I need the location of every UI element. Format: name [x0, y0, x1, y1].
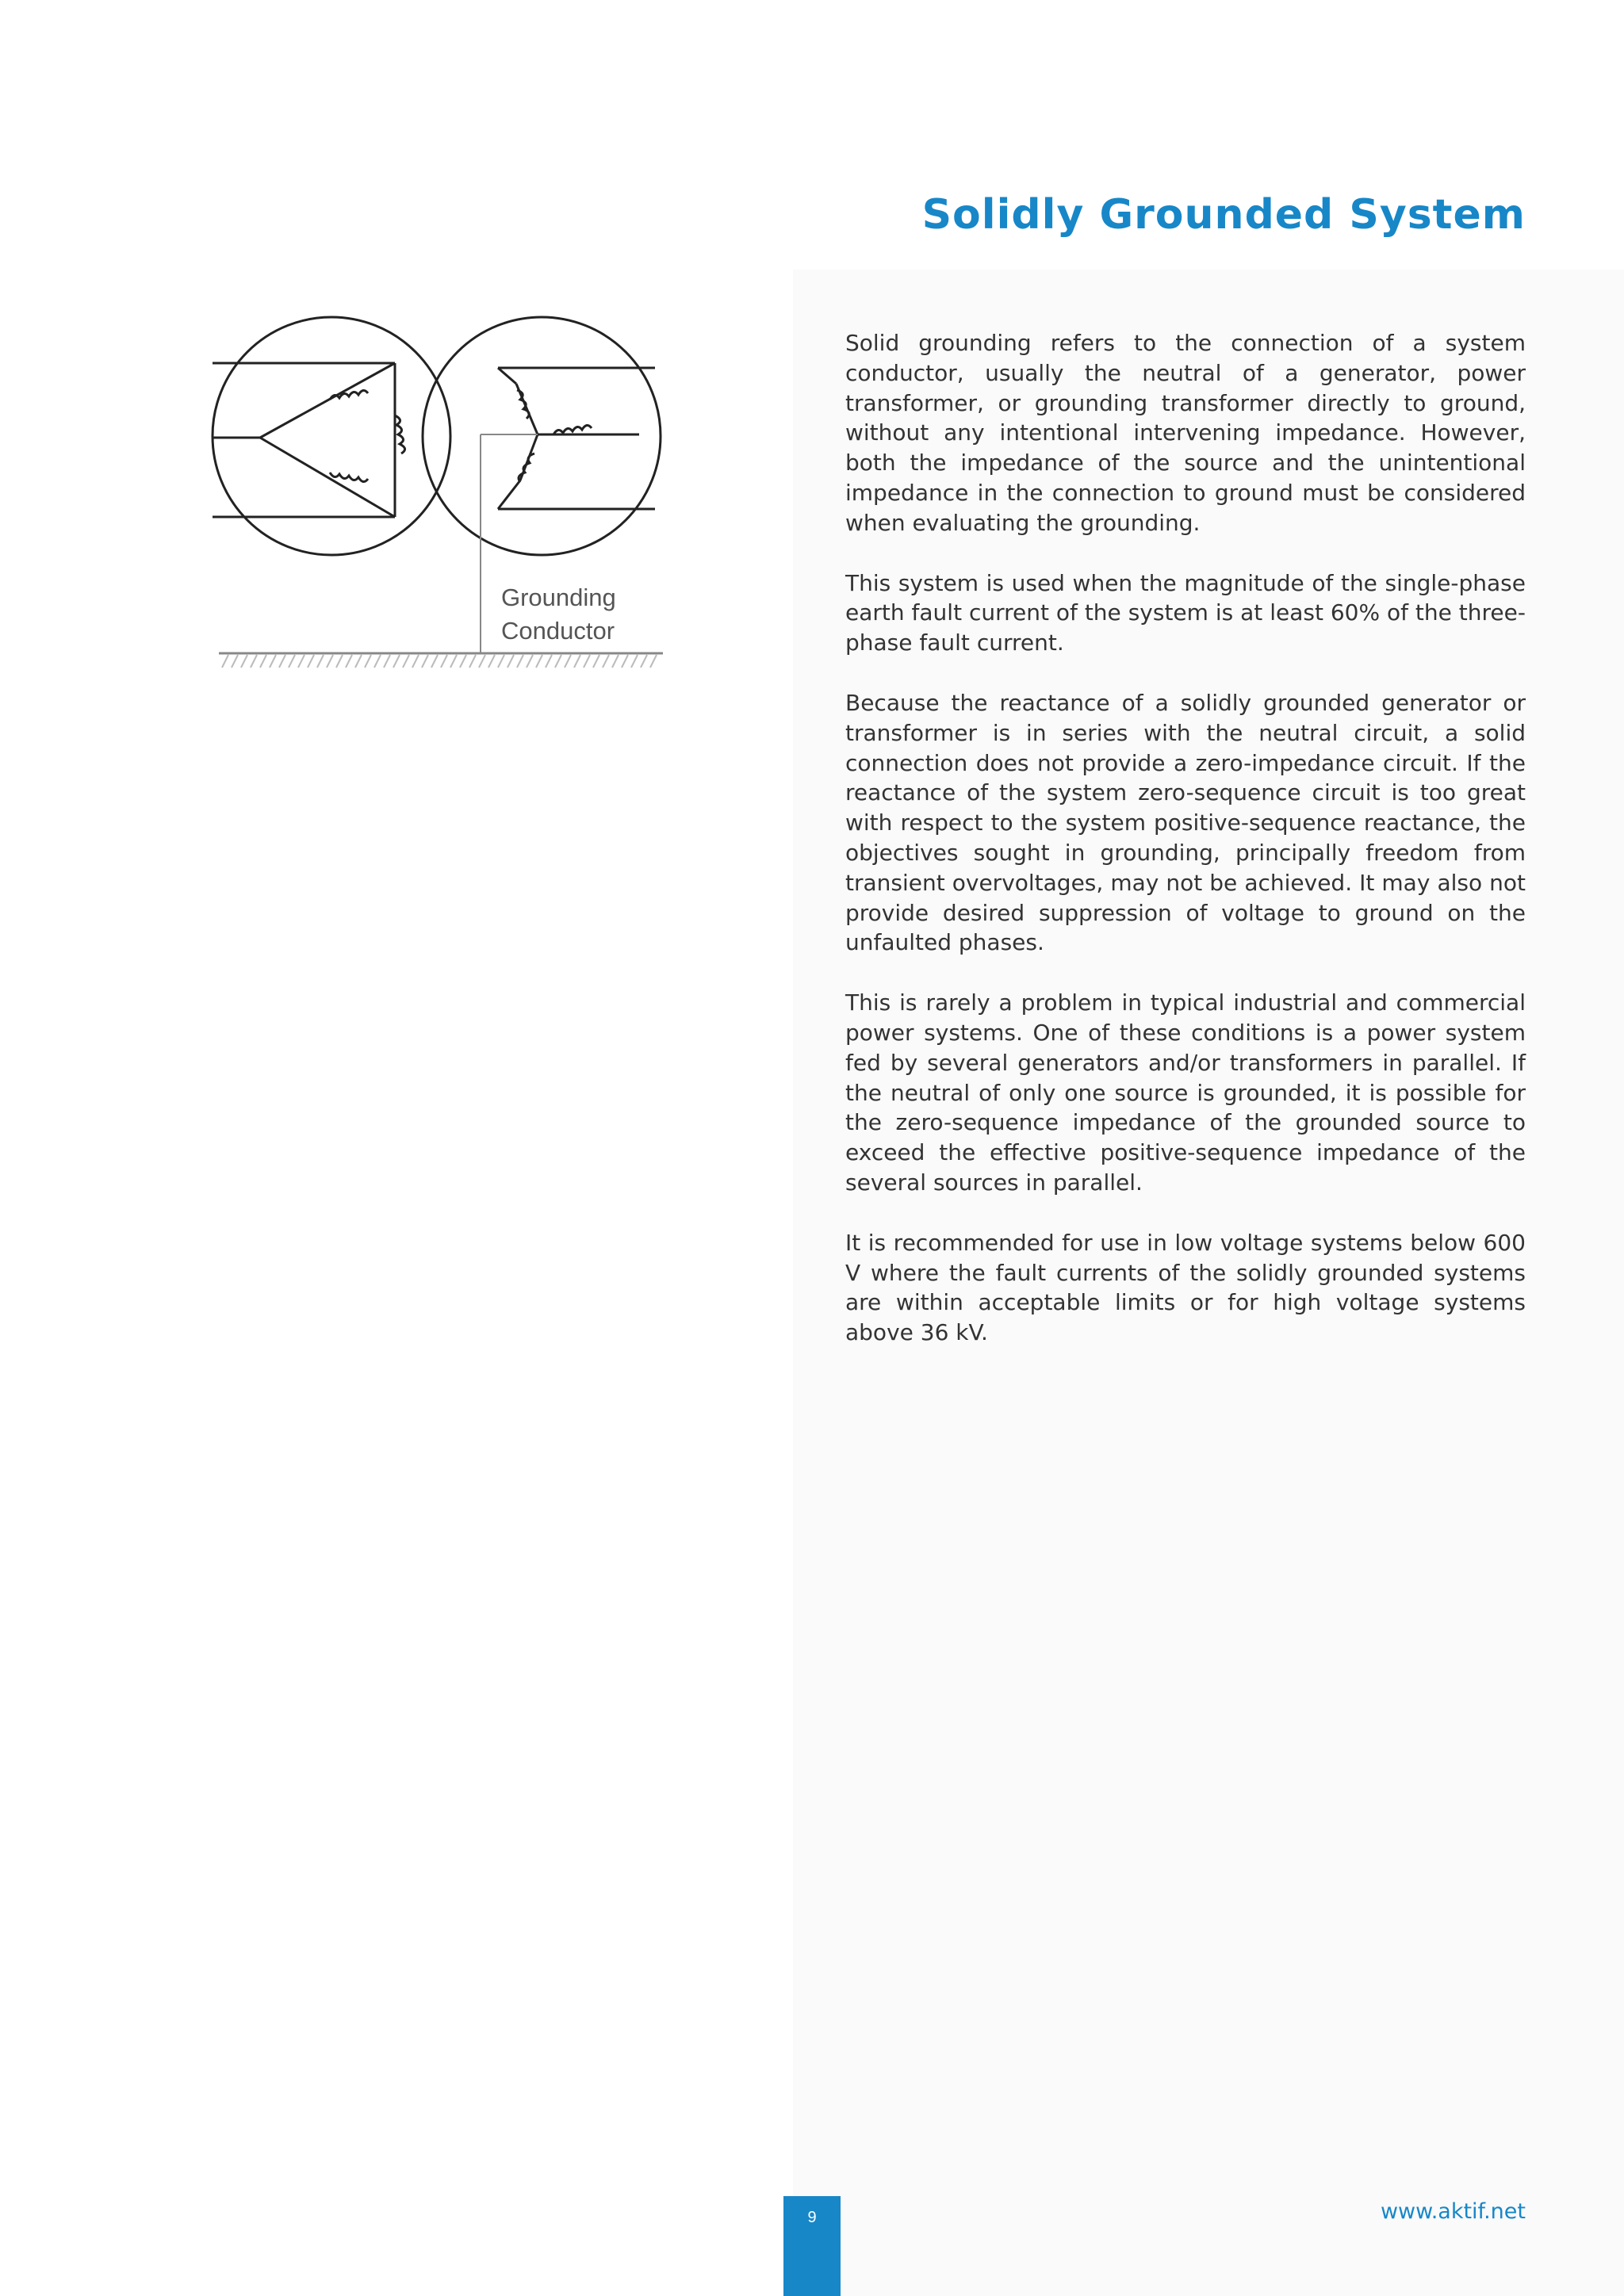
paragraph: Because the reactance of a solidly grounded generator or transformer is in series with the neutral circuit, a solid connection does not provide a zero-impedance circuit. If the reactance of the system zero-sequence circuit is too great with respect to the system positive-sequence reactance, the objectives sought in grounding, principally freedom from transient overvoltages, may not be achieved. It may also not provide desired suppression of voltage to ground on the unfaulted phases.	[845, 689, 1526, 956]
ground-hatch	[222, 655, 657, 668]
body-text	[845, 328, 1526, 1378]
delta-winding-circle	[213, 317, 450, 555]
conductor-label: Conductor	[501, 617, 615, 645]
wye-structure	[498, 368, 655, 509]
paragraph: This system is used when the magnitude of the single-phase earth fault current of the system is at least 60% of the three-phase fault current.	[845, 569, 1526, 656]
wye-winding-circle	[423, 317, 661, 555]
delta-triangle	[213, 363, 395, 517]
page-number: 9	[807, 2209, 817, 2226]
grounding-label: Grounding	[501, 584, 616, 611]
paragraph: This is rarely a problem in typical industrial and commercial power systems. One of these conditions is a power system fed by several generators and/or transformers in parallel. If the neutral of only one source is grounded, it is possible for the zero-sequence impedance of the grounded source to exceed the effective positive-sequence impedance of the several sources in parallel.	[845, 989, 1526, 1196]
grounding-diagram	[211, 314, 671, 695]
website-link[interactable]: www.aktif.net	[1380, 2199, 1526, 2224]
page-title: Solidly Grounded System	[921, 190, 1526, 239]
paragraph: Solid grounding refers to the connection of a system conductor, usually the neutral of a generator, power transformer, or grounding transformer directly to ground, without any intentional intervening impedance. However, both the impedance of the source and the unintentional impedance in the connection to ground must be considered when evaluating the grounding.	[845, 330, 1526, 536]
paragraph: It is recommended for use in low voltage systems below 600 V where the fault currents of the solidly grounded systems are within acceptable limits or for high voltage systems above 36 kV.	[845, 1229, 1526, 1346]
page-number-tab	[783, 2196, 841, 2296]
